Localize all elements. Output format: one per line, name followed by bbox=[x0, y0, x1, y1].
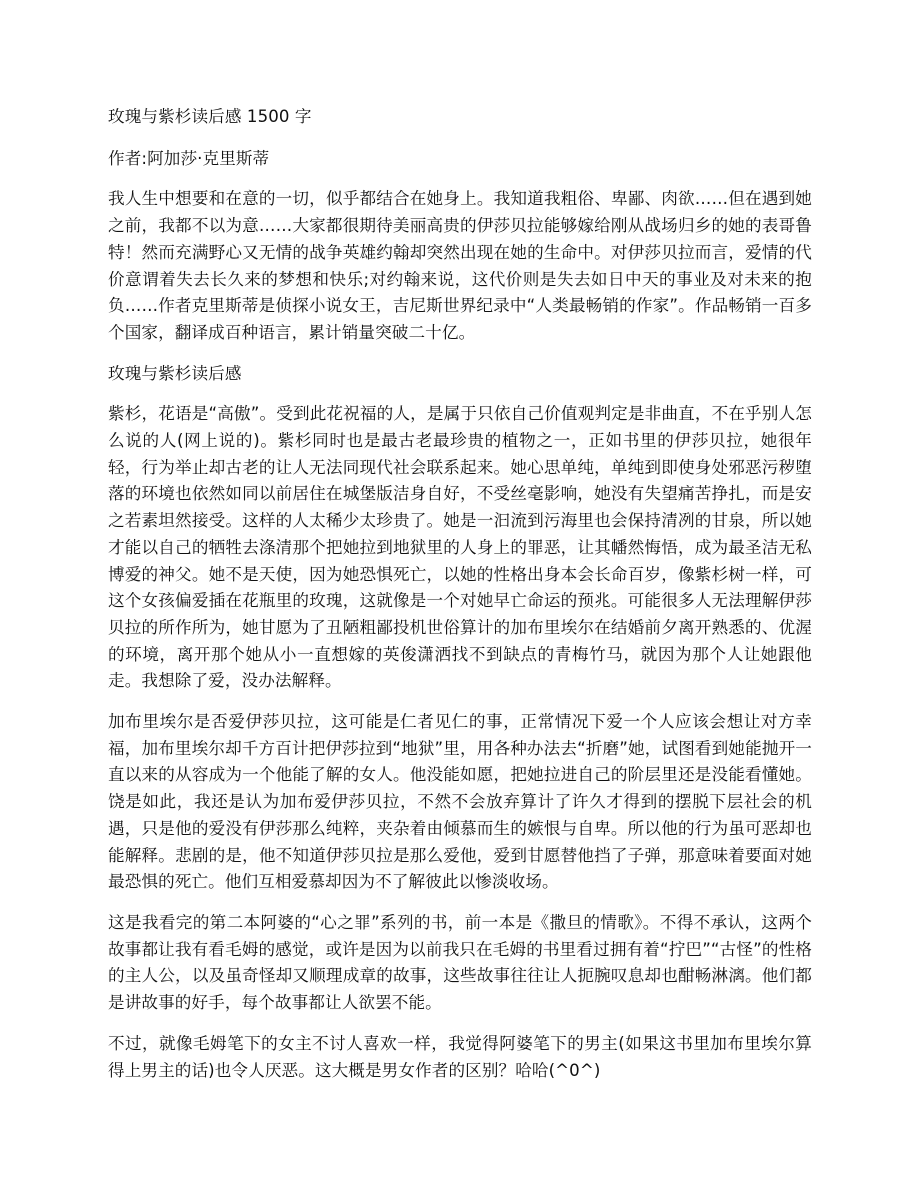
body-paragraph: 这是我看完的第二本阿婆的“心之罪”系列的书，前一本是《撒旦的情歌》。不得不承认，这两个故事都让我有看毛姆的感觉，或许是因为以前我只在毛姆的书里看过拥有着“拧巴”“古怪”的性格的主人公，以及虽奇怪却又顺理成章的故事，这些故事往往让人扼腕叹息却也酣畅淋漓。他们都是讲故事的好手，每个故事都让人欲罢不能。 bbox=[108, 912, 812, 1013]
body-paragraph: 加布里埃尔是否爱伊莎贝拉，这可能是仁者见仁的事，正常情况下爱一个人应该会想让对方幸福，加布里埃尔却千方百计把伊莎拉到“地狱”里，用各种办法去“折磨”她，试图看到她能抛开一直以来的从容成为一个他能了解的女人。他没能如愿，把她拉进自己的阶层里还是没能看懂她。饶是如此，我还是认为加布爱伊莎贝拉，不然不会放弃算计了许久才得到的摆脱下层社会的机遇，只是他的爱没有伊莎那么纯粹，夹杂着由倾慕而生的嫉恨与自卑。所以他的行为虽可恶却也能解释。悲剧的是，他不知道伊莎贝拉是那么爱他，爱到甘愿替他挡了子弹，那意味着要面对她最恐惧的死亡。他们互相爱慕却因为不了解彼此以惨淡收场。 bbox=[108, 712, 812, 892]
document-author: 作者:阿加莎·克里斯蒂 bbox=[108, 148, 270, 168]
document-page bbox=[108, 104, 812, 1098]
body-paragraph: 紫杉，花语是“高傲”。受到此花祝福的人，是属于只依自己价值观判定是非曲直，不在乎别人怎么说的人(网上说的)。紫杉同时也是最古老最珍贵的植物之一，正如书里的伊莎贝拉，她很年轻，行为举止却古老的让人无法同现代社会联系起来。她心思单纯，单纯到即使身处邪恶污秽堕落的环境也依然如同以前居住在城堡版洁身自好，不受丝毫影响，她没有失望痛苦挣扎，而是安之若素坦然接受。这样的人太稀少太珍贵了。她是一汩流到污海里也会保持清冽的甘泉，所以她才能以自己的牺牲去涤清那个把她拉到地狱里的人身上的罪恶，让其幡然悔悟，成为最圣洁无私博爱的神父。她不是天使，因为她恐惧死亡，以她的性格出身本会长命百岁，像紫杉树一样，可这个女孩偏爱插在花瓶里的玫瑰，这就像是一个对她早亡命运的预兆。可能很多人无法理解伊莎贝拉的所作所为，她甘愿为了丑陋粗鄙投机世俗算计的加布里埃尔在结婚前夕离开熟悉的、优渥的环境，离开那个她从小一直想嫁的英俊潇洒找不到缺点的青梅竹马，就因为那个人让她跟他走。我想除了爱，没办法解释。 bbox=[108, 404, 812, 691]
intro-paragraph: 我人生中想要和在意的一切，似乎都结合在她身上。我知道我粗俗、卑鄙、肉欲……但在遇到她之前，我都不以为意……大家都很期待美丽高贵的伊莎贝拉能够嫁给刚从战场归乡的她的表哥鲁特！然而充满野心又无情的战争英雄约翰却突然出现在她的生命中。对伊莎贝拉而言，爱情的代价意谓着失去长久来的梦想和快乐;对约翰来说，这代价则是失去如日中天的事业及对未来的抱负……作者克里斯蒂是侦探小说女王，吉尼斯世界纪录中“人类最畅销的作家”。作品畅销一百多个国家，翻译成百种语言，累计销量突破二十亿。 bbox=[108, 189, 812, 342]
body-paragraph: 不过，就像毛姆笔下的女主不讨人喜欢一样，我觉得阿婆笔下的男主(如果这书里加布里埃尔算得上男主的话)也令人厌恶。这大概是男女作者的区别？哈哈(^0^) bbox=[108, 1033, 812, 1080]
document-title: 玫瑰与紫杉读后感 1500 字 bbox=[108, 107, 312, 126]
section-heading: 玫瑰与紫杉读后感 bbox=[108, 363, 242, 383]
